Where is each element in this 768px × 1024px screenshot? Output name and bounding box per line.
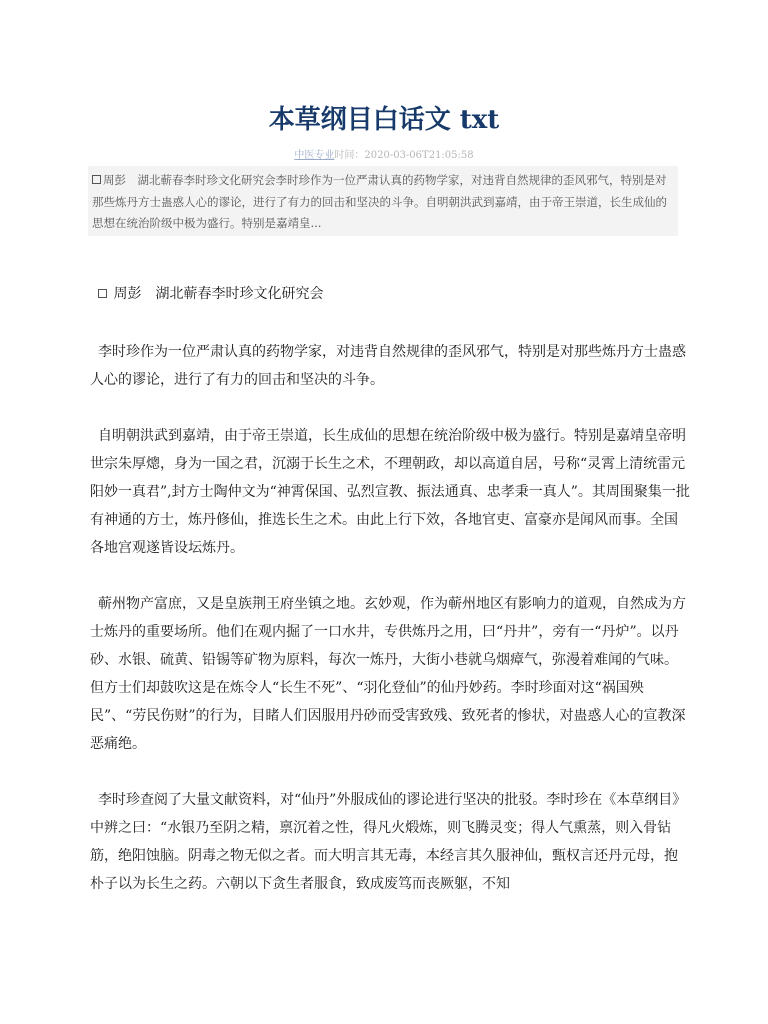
author-text: 周彭 湖北蕲春李时珍文化研究会 <box>113 286 324 302</box>
article-body <box>90 280 690 926</box>
summary-text: 周彭 湖北蕲春李时珍文化研究会李时珍作为一位严肃认真的药物学家，对违背自然规律的歪风邪气，特别是对那些炼丹方士蛊惑人心的谬论，进行了有力的回击和坚决的斗争。自明朝洪武到嘉靖，由于帝王崇道，长生成仙的思想在统治阶级中极为盛行。特别是嘉靖皇... <box>92 173 667 230</box>
square-bullet-icon <box>98 289 107 298</box>
category-link[interactable]: 中医专业 <box>294 150 335 161</box>
paragraph: 自明朝洪武到嘉靖，由于帝王崇道，长生成仙的思想在统治阶级中极为盛行。特别是嘉靖皇帝明世宗朱厚熜，身为一国之君，沉溺于长生之术，不理朝政，却以高道自居，号称“灵霄上清统雷元阳妙一真君”,封方士陶仲文为“神霄保国、弘烈宣教、振法通真、忠孝秉一真人”。其周围聚集一批有神通的方士，炼丹修仙，推选长生之术。由此上行下效，各地官吏、富豪亦是闻风而事。全国各地宫观遂皆设坛炼丹。 <box>90 428 690 556</box>
page-title: 本草纲目白话文 txt <box>268 105 500 135</box>
article-meta <box>0 148 768 164</box>
time-label: 时间： <box>334 150 365 161</box>
publish-time: 2020-03-06T21:05:58 <box>364 150 474 161</box>
square-bullet-icon <box>92 175 101 184</box>
paragraph: 蕲州物产富庶，又是皇族荆王府坐镇之地。玄妙观，作为蕲州地区有影响力的道观，自然成为方士炼丹的重要场所。他们在观内掘了一口水井，专供炼丹之用，曰“丹井”，旁有一“丹炉”。以丹砂、水银、硫黄、铅锡等矿物为原料，每次一炼丹，大街小巷就乌烟瘴气，弥漫着难闻的气味。但方士们却鼓吹这是在炼令人“长生不死”、“羽化登仙”的仙丹妙药。李时珍面对这“祸国殃民”、“劳民伤财”的行为，目睹人们因服用丹砂而受害致残、致死者的惨状，对蛊惑人心的宣教深恶痛绝。 <box>90 596 686 752</box>
author-line <box>90 280 690 308</box>
summary-box <box>88 166 678 236</box>
paragraph: 李时珍作为一位严肃认真的药物学家，对违背自然规律的歪风邪气，特别是对那些炼丹方士蛊惑人心的谬论，进行了有力的回击和坚决的斗争。 <box>90 344 686 388</box>
paragraph: 李时珍查阅了大量文献资料，对“仙丹”外服成仙的谬论进行坚决的批驳。李时珍在《本草纲目》中辨之曰：“水银乃至阴之精，禀沉着之性，得凡火煅炼，则飞腾灵变；得人气熏蒸，则入骨钻筋，绝阳蚀脑。阴毒之物无似之者。而大明言其无毒，本经言其久服神仙，甄权言还丹元母，抱朴子以为长生之药。六朝以下贪生者服食，致成废笃而丧厥躯，不知 <box>90 792 687 892</box>
